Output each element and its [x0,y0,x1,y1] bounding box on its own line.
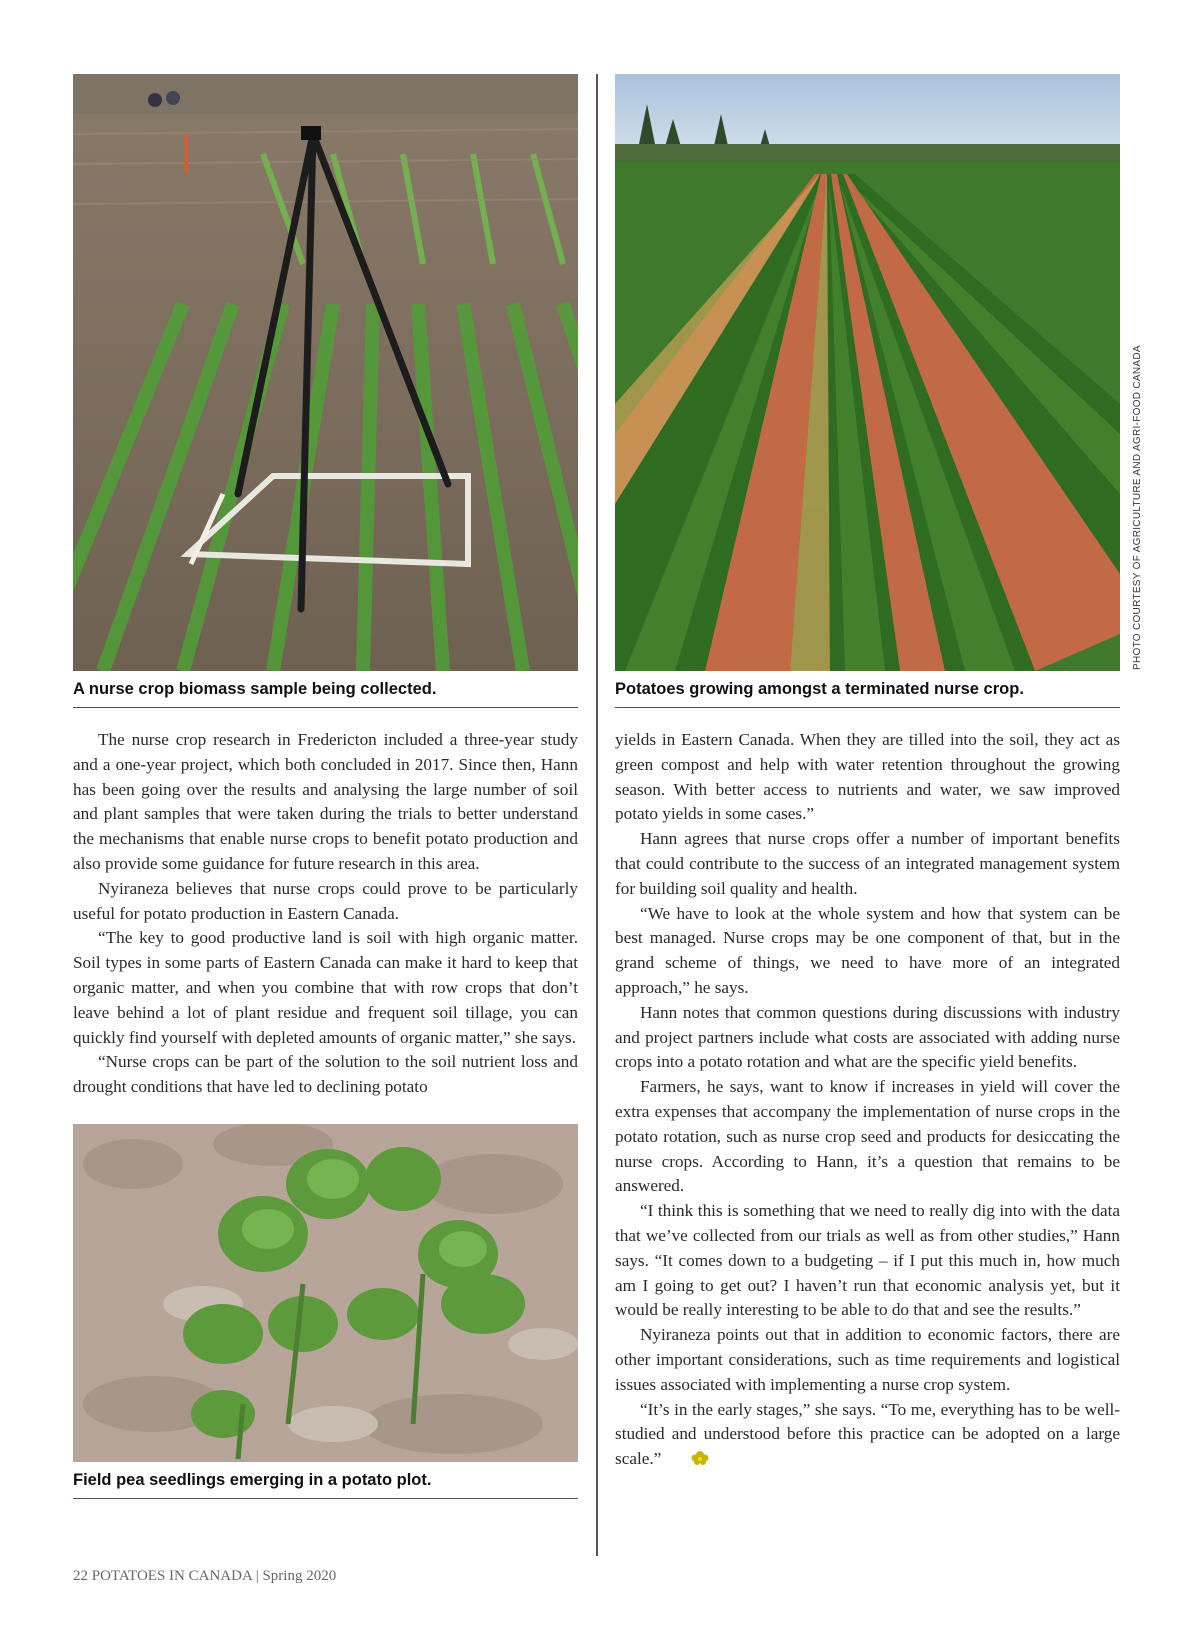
potato-plant-icon [665,1448,685,1468]
paragraph: “Nurse crops can be part of the solution to the soil nutrient loss and drought conditions that have led to declining potato [73,1052,578,1097]
page-footer: 22 POTATOES IN CANADA | Spring 2020 [73,1568,337,1584]
paragraph: Hann agrees that nurse crops offer a number of important benefits that could contribute to the success of an integrated management system for building soil quality and health. [615,829,1120,898]
biomass-photo [73,74,578,671]
potato-caption: Potatoes growing amongst a terminated nurse crop. [615,671,1120,708]
pea-figure [73,1124,578,1499]
paragraph: “The key to good productive land is soil with high organic matter. Soil types in some parts of Eastern Canada can make it hard to keep that organic matter, and when you combine that with row crops that don’t leave behind a lot of plant residue and frequent soil tillage, you can quickly find yourself with depleted amounts of organic matter,” she says. [73,928,578,1047]
potato-photo [615,74,1120,671]
potato-figure [615,74,1120,708]
paragraph: Nyiraneza points out that in addition to economic factors, there are other important considerations, such as time requirements and logistical issues associated with implementing a nurse crop system. [615,1325,1120,1394]
photo-credit: PHOTO COURTESY OF AGRICULTURE AND AGRI-FOOD CANADA [1132,345,1143,670]
article-left-text [73,728,578,1100]
paragraph: “I think this is something that we need to really dig into with the data that we’ve collected from our trials as well as from other studies,” Hann says. “It comes down to a budgeting – if I put this much in, how much am I going to get out? I haven’t run that economic analysis yet, but it would be really interesting to be able to do that and see the results.” [615,1201,1120,1320]
biomass-caption: A nurse crop biomass sample being collected. [73,671,578,708]
paragraph: The nurse crop research in Fredericton included a three-year study and a one-year project, which both concluded in 2017. Since then, Hann has been going over the results and analysing the large number of soil and plant samples that were taken during the trials to better understand the mechanisms that enable nurse crops to benefit potato production and also provide some guidance for future research in this area. [73,730,578,873]
paragraph: Farmers, he says, want to know if increases in yield will cover the extra expenses that accompany the implementation of nurse crops in the potato rotation, such as nurse crop seed and products for desiccating the nurse crops. According to Hann, it’s a question that remains to be answered. [615,1077,1120,1196]
biomass-figure [73,74,578,708]
paragraph: yields in Eastern Canada. When they are tilled into the soil, they act as green compost and help with water retention throughout the growing season. With better access to nutrients and water, we saw improved potato yields in some cases.” [615,730,1120,824]
left-column [73,74,578,1499]
paragraph: Nyiraneza believes that nurse crops could prove to be particularly useful for potato production in Eastern Canada. [73,878,578,923]
paragraph: “We have to look at the whole system and how that system can be best managed. Nurse crops may be one component of that, but in the grand scheme of things, we need to have more of an integrated approach,” he says. [615,903,1120,997]
article-right-text [615,728,1120,1472]
column-divider [596,74,598,1556]
final-paragraph [615,1398,1120,1472]
pea-photo [73,1124,578,1462]
pea-caption: Field pea seedlings emerging in a potato plot. [73,1462,578,1499]
final-paragraph-text: “It’s in the early stages,” she says. “To me, everything has to be well-studied and understood before this practice can be adopted on a large scale.” [615,1399,1120,1469]
right-column [615,74,1120,1472]
paragraph: Hann notes that common questions during discussions with industry and project partners include what costs are associated with adding nurse crops into a potato rotation and what are the specific yield benefits. [615,1002,1120,1072]
